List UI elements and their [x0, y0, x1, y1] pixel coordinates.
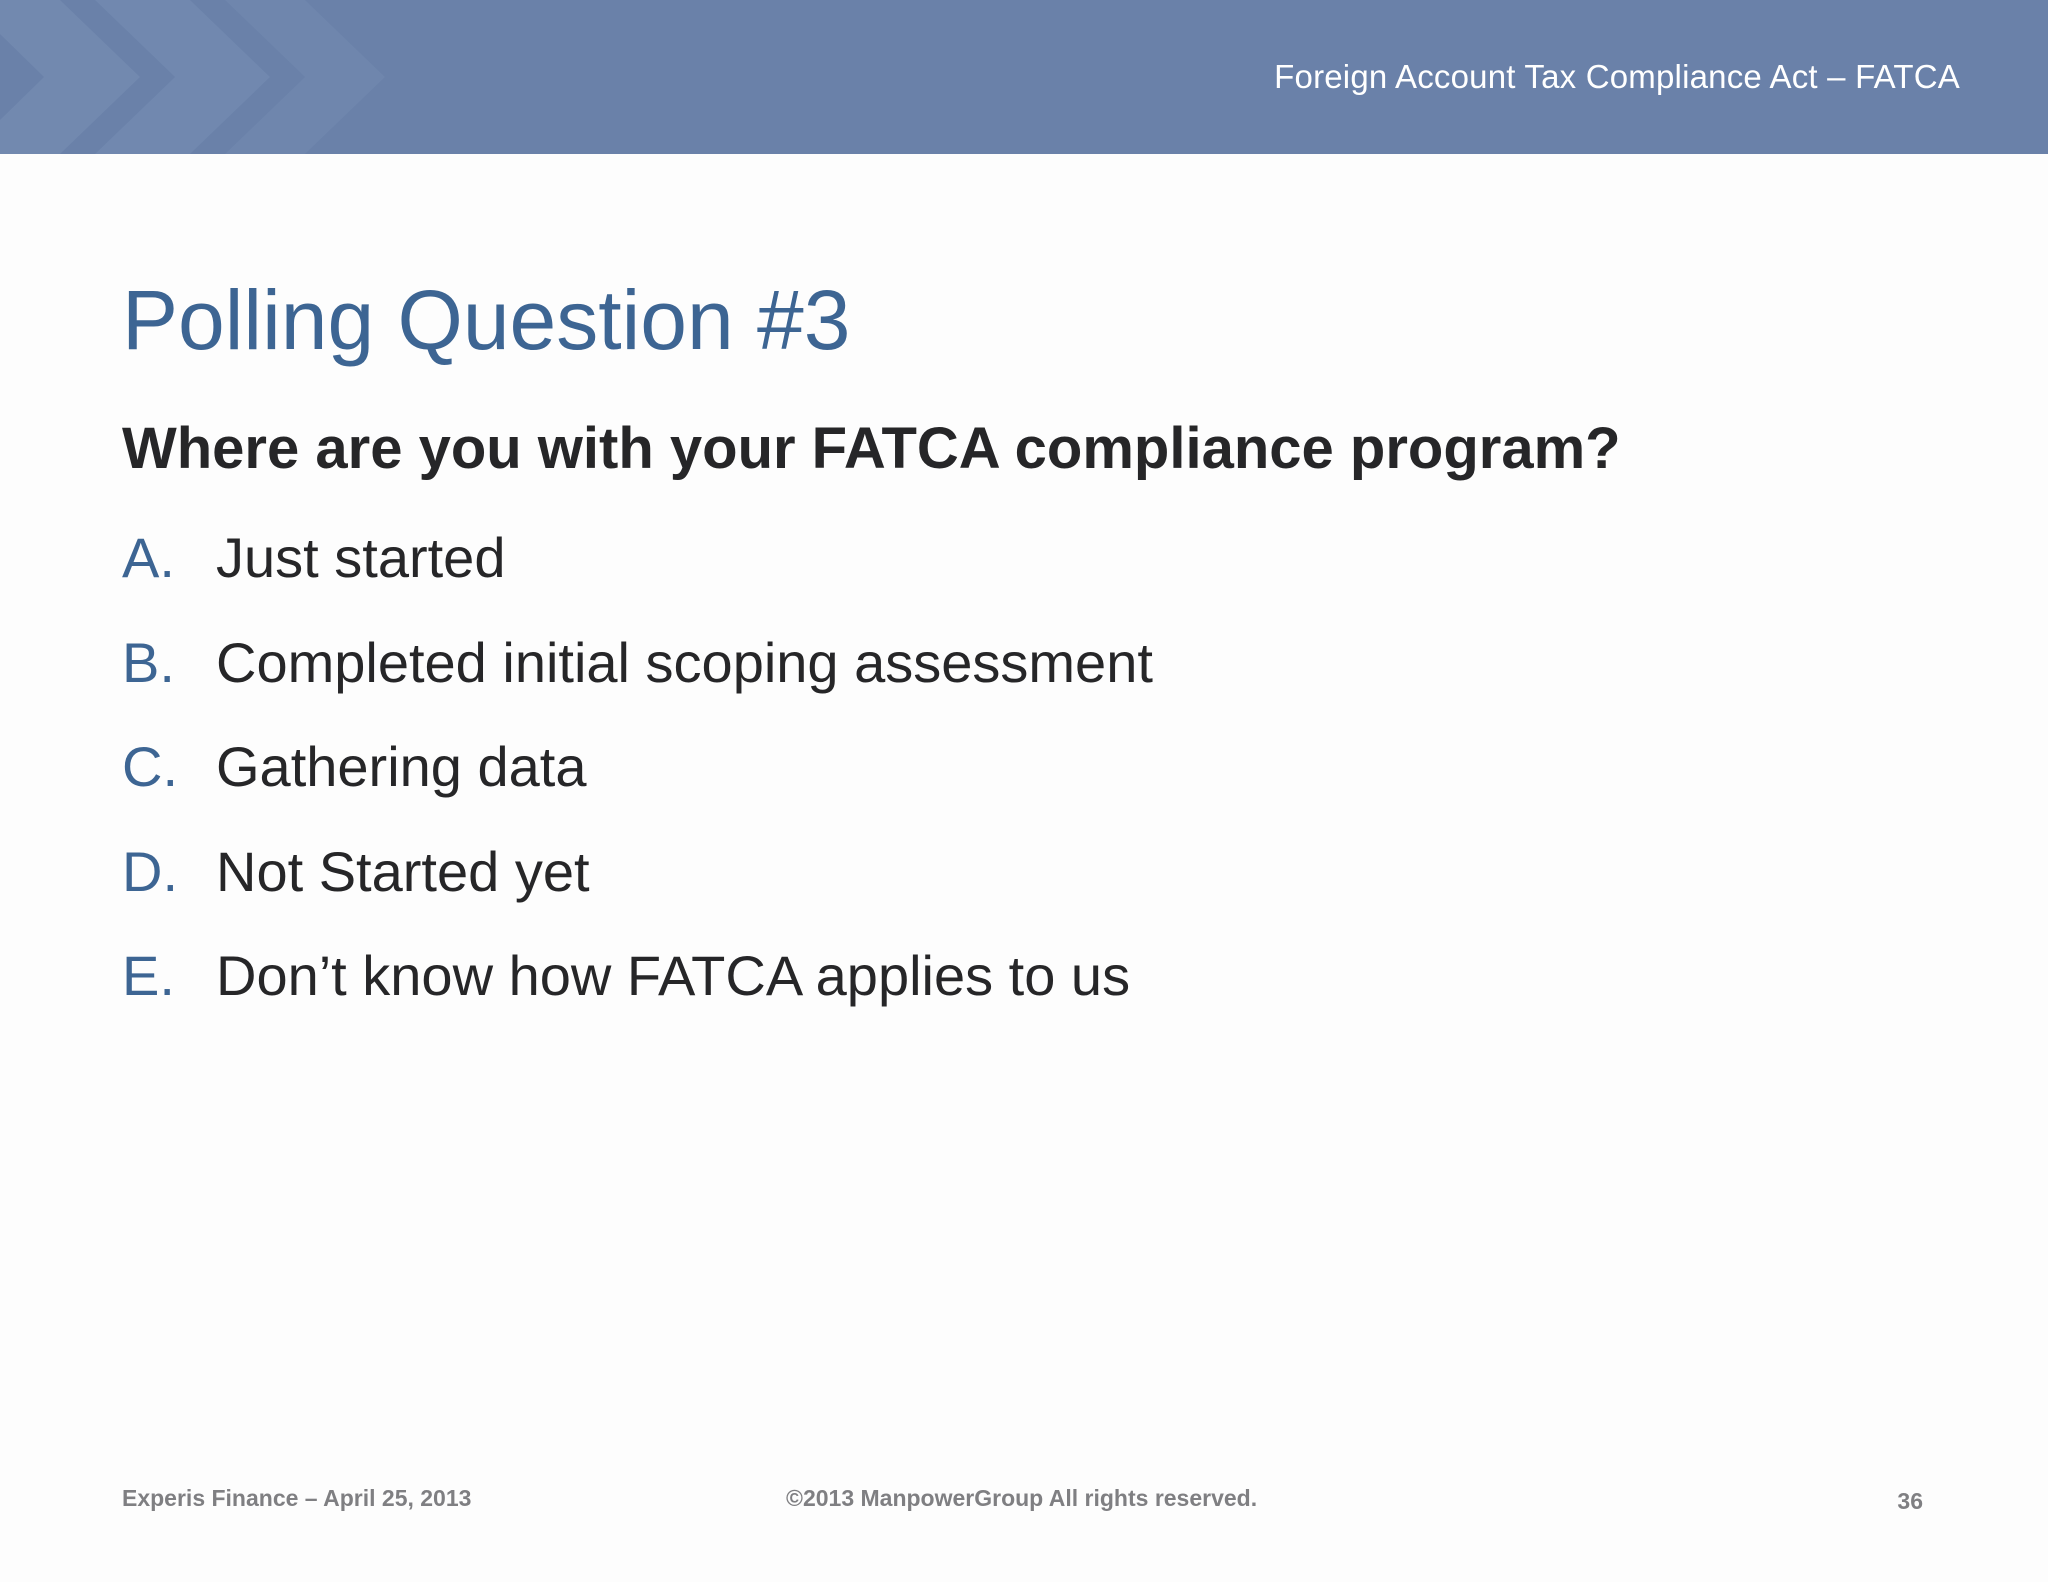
- answer-option-d: [122, 839, 1153, 949]
- poll-question: Where are you with your FATCA compliance program?: [122, 416, 1621, 481]
- option-text: Completed initial scoping assessment: [216, 630, 1153, 694]
- footer-presenter-date: Experis Finance – April 25, 2013: [122, 1485, 472, 1511]
- option-letter: C.: [122, 735, 178, 798]
- option-text: Not Started yet: [216, 839, 590, 903]
- option-text: Just started: [216, 526, 506, 589]
- option-letter: B.: [122, 630, 175, 694]
- option-letter: E.: [122, 944, 175, 1007]
- header-band: [0, 0, 2048, 154]
- chevron-decoration-icon: [0, 0, 420, 154]
- page-number: 36: [1897, 1488, 1923, 1514]
- answer-option-c: [122, 735, 1153, 844]
- option-text: Gathering data: [216, 735, 587, 798]
- footer-copyright: ©2013 ManpowerGroup All rights reserved.: [786, 1485, 1258, 1511]
- option-letter: D.: [122, 839, 178, 903]
- option-text: Don’t know how FATCA applies to us: [216, 944, 1131, 1007]
- answer-option-b: [122, 630, 1153, 740]
- option-letter: A.: [122, 526, 175, 589]
- answer-option-a: [122, 526, 1153, 635]
- header-title: Foreign Account Tax Compliance Act – FATCA: [1274, 58, 1960, 95]
- page-title: Polling Question #3: [122, 273, 851, 367]
- answer-options-list: [122, 526, 1153, 1053]
- answer-option-e: [122, 944, 1153, 1053]
